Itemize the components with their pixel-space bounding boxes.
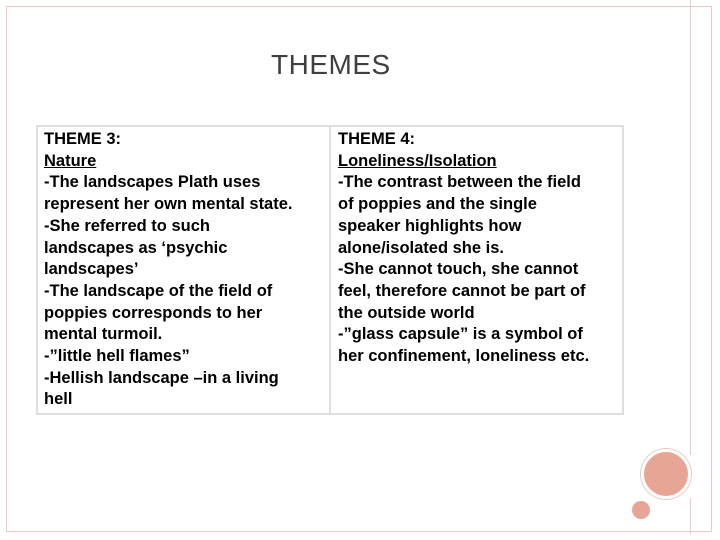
theme-line: alone/isolated she is.: [338, 238, 504, 257]
decorative-small-circle-icon: [632, 501, 650, 519]
decorative-vertical-line-bottom: [690, 498, 691, 534]
theme-line: -”glass capsule” is a symbol of: [338, 325, 583, 344]
theme-line: speaker highlights how: [338, 216, 522, 235]
theme-line: poppies corresponds to her: [44, 303, 263, 322]
theme-line: -The landscape of the field of: [44, 281, 273, 300]
theme-subheading: Loneliness/Isolation: [338, 151, 497, 170]
theme-line: her confinement, loneliness etc.: [338, 347, 590, 366]
slide-title: THEMES: [271, 49, 391, 80]
theme-line: -She cannot touch, she cannot: [338, 260, 579, 279]
theme-line: -”little hell flames”: [44, 347, 190, 366]
theme-line: represent her own mental state.: [44, 195, 293, 214]
theme-line: -The landscapes Plath uses: [44, 173, 261, 192]
decorative-vertical-line: [690, 0, 691, 455]
theme-line: -She referred to such: [44, 216, 210, 235]
theme-line: of poppies and the single: [338, 195, 537, 214]
theme-line: mental turmoil.: [44, 325, 163, 344]
theme-line: landscapes’: [44, 260, 139, 279]
themes-table: [36, 125, 624, 415]
theme-line: the outside world: [338, 303, 475, 322]
theme-line: -The contrast between the field: [338, 173, 581, 192]
theme-3-cell: [38, 127, 331, 413]
theme-line: -Hellish landscape –in a living: [44, 368, 279, 387]
theme-line: feel, therefore cannot be part of: [338, 281, 586, 300]
theme-4-cell: [331, 127, 622, 413]
theme-subheading: Nature: [44, 151, 97, 170]
theme-heading: THEME 4:: [338, 130, 416, 148]
theme-line: hell: [44, 390, 73, 409]
theme-heading: THEME 3:: [44, 130, 122, 148]
decorative-circle-icon: [641, 449, 691, 499]
theme-line: landscapes as ‘psychic: [44, 238, 228, 257]
